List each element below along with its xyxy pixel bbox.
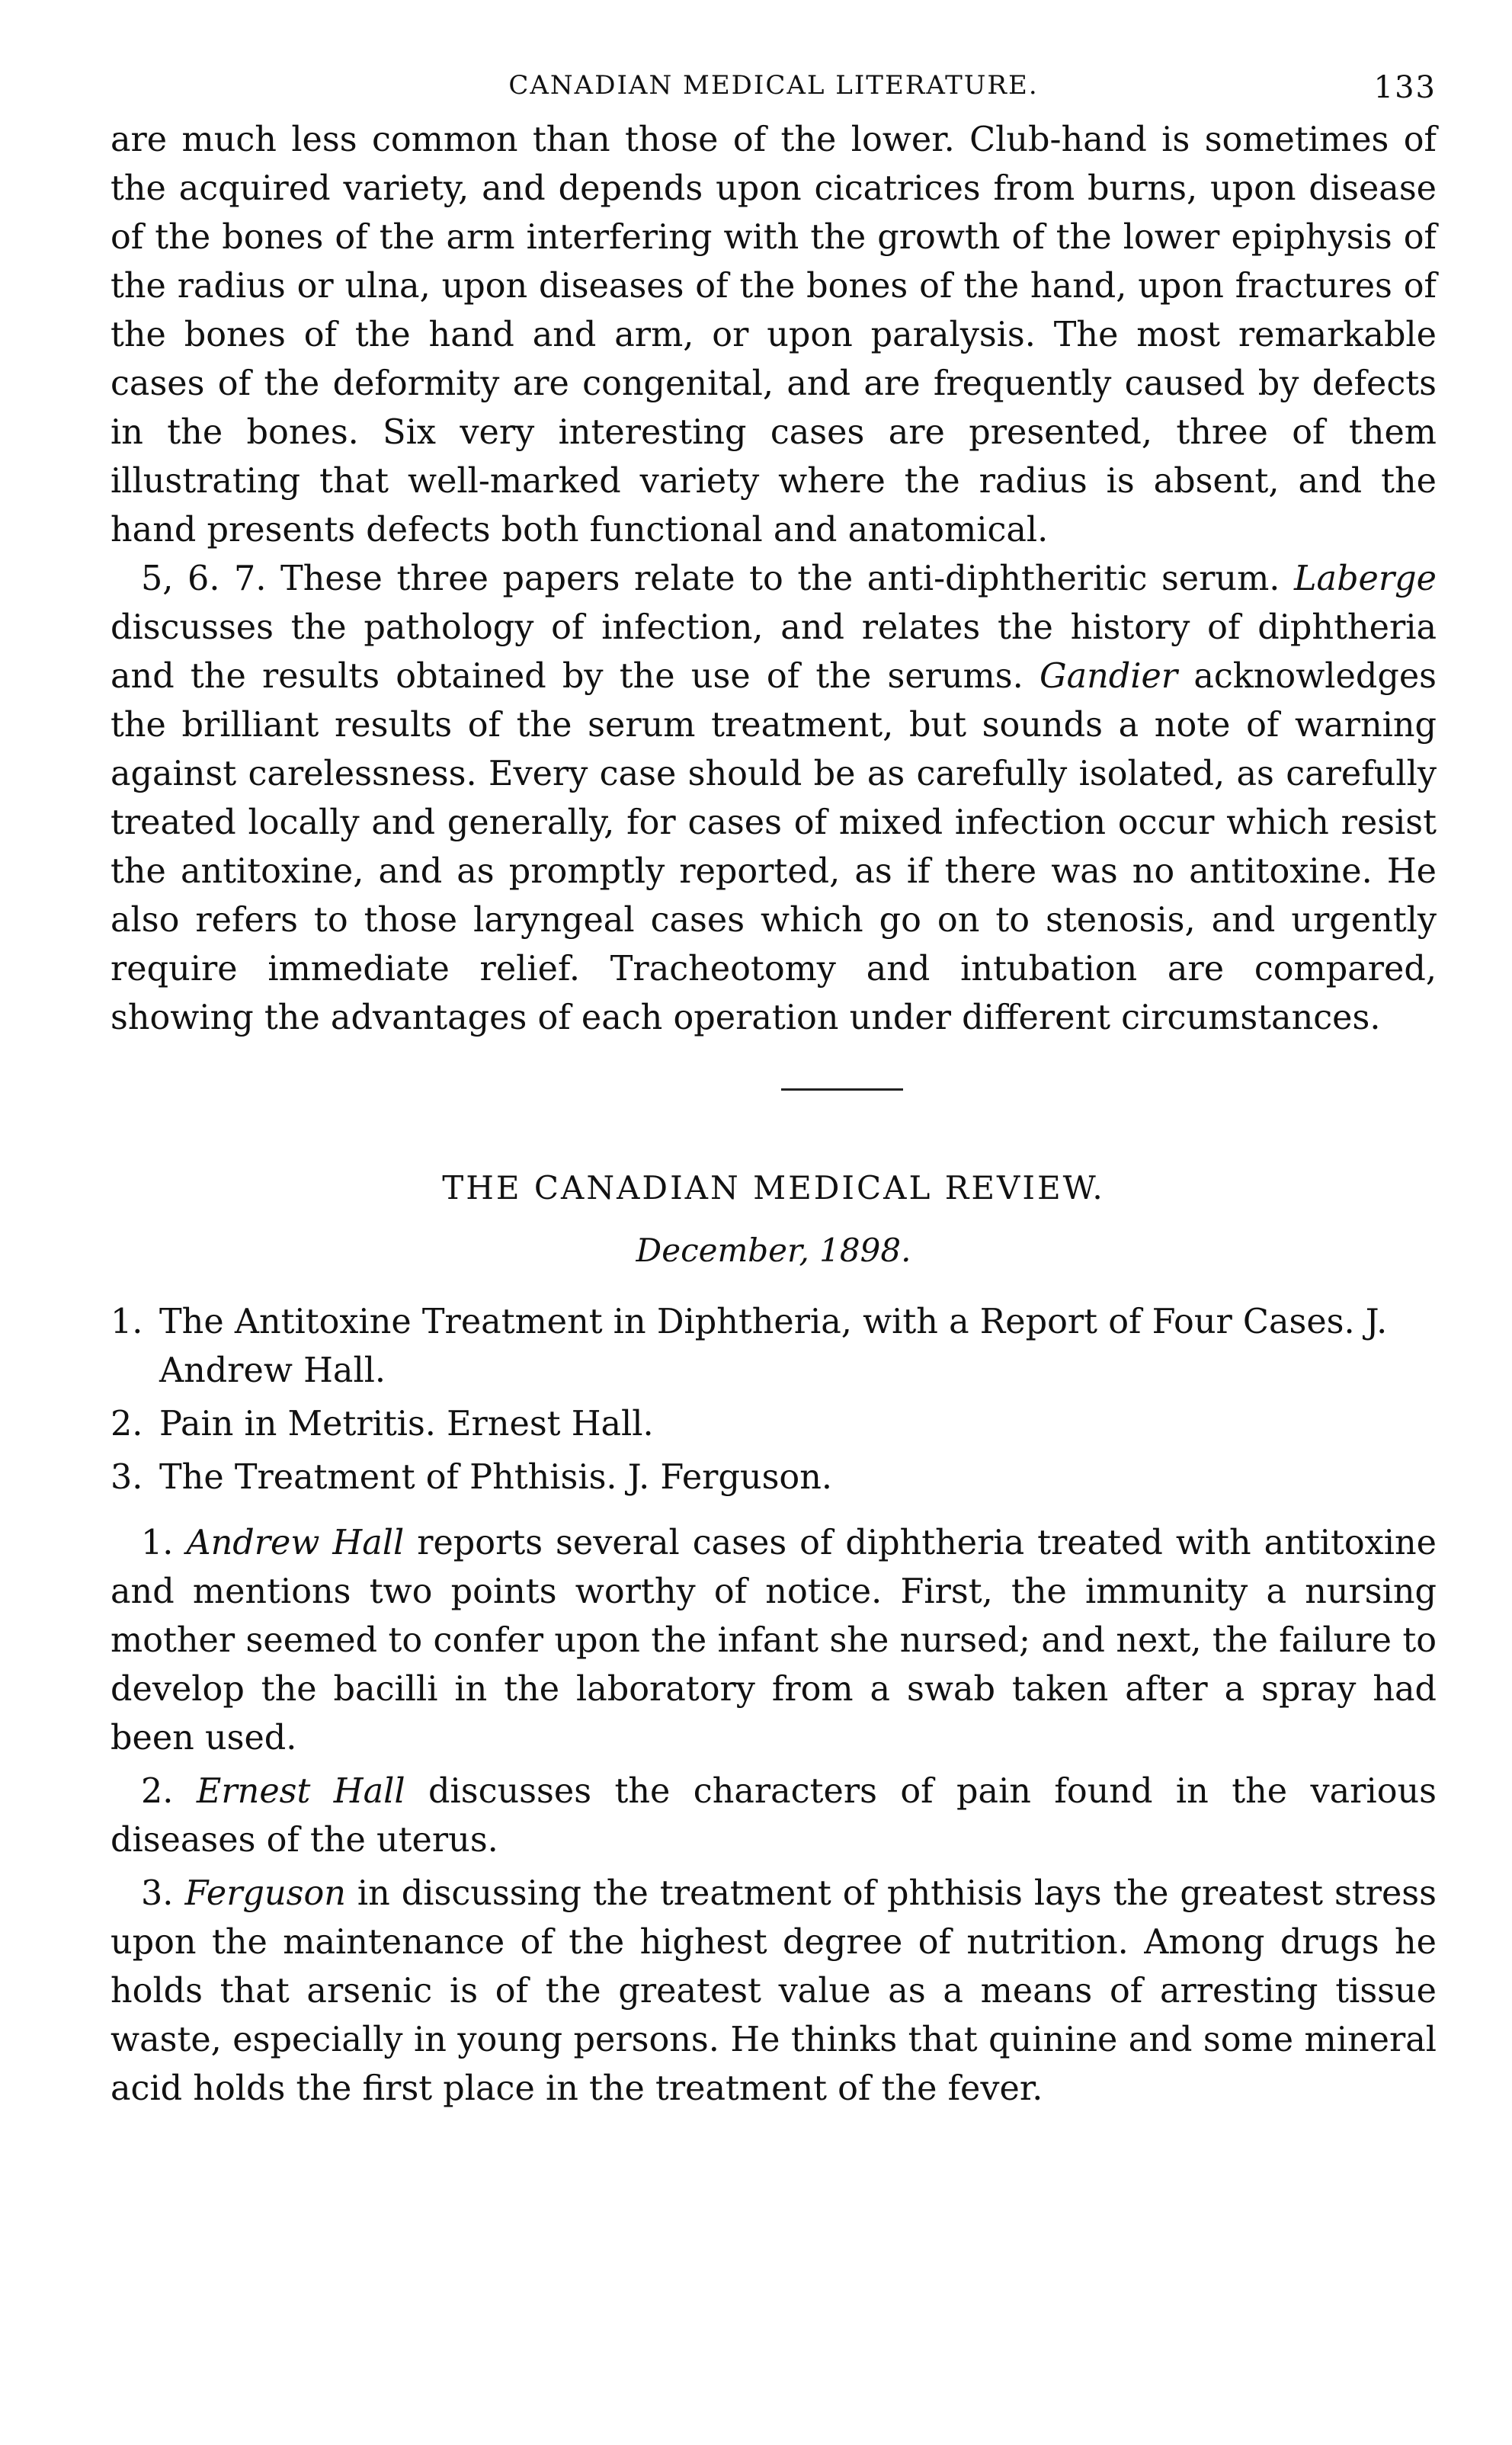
contents-title: The Antitoxine Treatment in Diphtheria, with a Report of Four Cases. J. Andrew Hall. — [159, 1303, 1388, 1390]
paragraph-serum-papers — [111, 555, 1437, 1043]
journal-page — [111, 70, 1437, 2113]
summary-author: Ernest Hall — [196, 1772, 405, 1811]
page-number: 133 — [1373, 70, 1437, 105]
summary-number: 2. — [141, 1772, 174, 1811]
section-divider — [781, 1088, 903, 1091]
running-head — [111, 70, 1437, 116]
issue-date: December, 1898. — [636, 1232, 911, 1269]
summary-number: 3. — [141, 1874, 174, 1913]
paragraph-club-hand: are much less common than those of the lower. Club-hand is sometimes of the acquired variety, and depends upon cicatrices from burns, upon disease of the bones of the arm interfering with the growth of the lower epiphysis of the radius or ulna, upon diseases of the bones of the hand, upon fractures of the bones of the hand and arm, or upon paralysis. The most remarkable cases of the deformity are congenital, and are frequently caused by defects in the bones. Six very interesting cases are presented, three of them illustrating that well-marked variety where the radius is absent, and the hand presents defects both functional and anatomical. — [111, 120, 1437, 550]
summary-author: Andrew Hall — [186, 1524, 405, 1562]
contents-number: 2. — [111, 1405, 143, 1444]
journal-title: THE CANADIAN MEDICAL REVIEW. — [442, 1169, 1105, 1206]
summary-text: in discussing the treatment of phthisis lays the greatest stress upon the maintenance of the highest degree of nutrition. Among drugs he holds that arsenic is of the greatest value as a means of arresting tissue waste, especially in young persons. He thinks that quinine and some mineral acid holds the first place in the treatment of the fever. — [111, 1874, 1437, 2108]
contents-title: The Treatment of Phthisis. J. Ferguson. — [159, 1458, 833, 1497]
summary-number: 1. — [141, 1524, 174, 1562]
contents-title: Pain in Metritis. Ernest Hall. — [159, 1405, 654, 1444]
summary-author: Ferguson — [184, 1874, 346, 1913]
summary-paragraph — [111, 1519, 1437, 1763]
author-name-laberge: Laberge — [1293, 559, 1437, 598]
contents-item — [111, 1453, 1437, 1502]
contents-list — [111, 1298, 1437, 1502]
paragraph-lead: 5, 6. 7. These three papers relate to the anti-diphtheritic serum. — [141, 559, 1280, 598]
paragraph-tail: acknowledges the brilliant results of the serum treatment, but sounds a note of warning against carelessness. Every case should be as carefully isolated, as carefully treated locally and generally, for cases of mixed infection occur which resist the antitoxine, and as promptly reported, as if there was no antitoxine. He also refers to those laryngeal cases which go on to stenosis, and urgently require immediate relief. Tracheotomy and intubation are compared, showing the advantages of each operation under different circumstances. — [111, 657, 1437, 1037]
contents-number: 3. — [111, 1458, 143, 1497]
contents-item — [111, 1400, 1437, 1449]
contents-item — [111, 1298, 1437, 1396]
summary-paragraph — [111, 1767, 1437, 1865]
contents-number: 1. — [111, 1303, 143, 1341]
summary-text: reports several cases of diphtheria treated with antitoxine and mentions two points worthy of notice. First, the immunity a nursing mother seemed to confer upon the infant she nursed; and next, the failure to develop the bacilli in the laboratory from a swab taken after a spray had been used. — [111, 1524, 1437, 1758]
running-title: CANADIAN MEDICAL LITERATURE. — [508, 70, 1039, 101]
paragraph-middle: discusses the pathology of infection, and relates the history of diphtheria and the results obtained by the use of the serums. — [111, 608, 1437, 696]
summary-paragraph — [111, 1870, 1437, 2113]
summary-text: discusses the characters of pain found in the various diseases of the uterus. — [111, 1772, 1437, 1860]
author-name-gandier: Gandier — [1040, 657, 1178, 696]
